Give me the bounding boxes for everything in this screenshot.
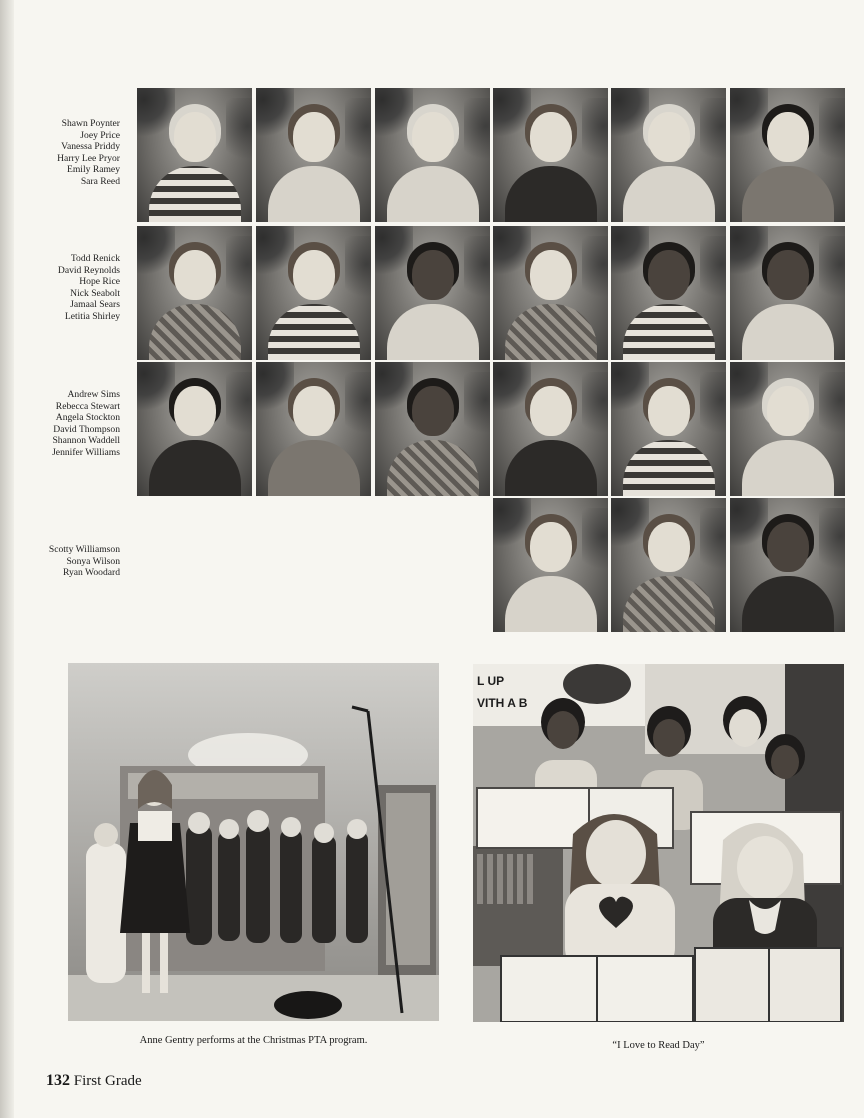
child-shirt	[268, 440, 360, 496]
student-name: Joey Price	[80, 129, 120, 141]
child-shirt	[623, 166, 715, 222]
student-name: Shawn Poynter	[61, 118, 120, 129]
name-list-row-4	[49, 544, 120, 579]
child-face	[293, 250, 335, 300]
student-portrait	[375, 362, 490, 496]
child-shirt	[742, 304, 834, 360]
child-shirt	[623, 440, 715, 496]
reading-day-photo	[473, 664, 844, 1022]
child-face	[648, 250, 690, 300]
stage-scene-illustration	[68, 663, 439, 1021]
backdrop-foliage	[700, 98, 726, 168]
child-face	[767, 250, 809, 300]
page-binding-edge	[0, 0, 14, 1118]
child-shirt	[268, 304, 360, 360]
student-portrait	[730, 498, 845, 632]
backdrop-foliage	[700, 236, 726, 306]
section-title: First Grade	[73, 1073, 142, 1089]
page-folio	[46, 1072, 142, 1090]
backdrop-foliage	[819, 508, 845, 578]
student-name: Angela Stockton	[55, 412, 120, 424]
child-face	[530, 250, 572, 300]
backdrop-foliage	[345, 98, 371, 168]
backdrop-foliage	[700, 508, 726, 578]
child-shirt	[742, 440, 834, 496]
backdrop-foliage	[819, 372, 845, 442]
child-shirt	[505, 440, 597, 496]
child-shirt	[505, 576, 597, 632]
student-name: Hope Rice	[79, 276, 120, 288]
child-face	[412, 112, 454, 162]
child-shirt	[623, 304, 715, 360]
student-portrait	[611, 498, 726, 632]
student-portrait	[730, 362, 845, 496]
student-name: David Thompson	[53, 423, 120, 435]
child-face	[767, 522, 809, 572]
student-name: Nick Seabolt	[70, 287, 120, 299]
student-name: Jennifer Williams	[52, 446, 120, 458]
child-shirt	[623, 576, 715, 632]
student-name: Sara Reed	[80, 175, 120, 187]
student-portrait	[611, 362, 726, 496]
child-face	[648, 522, 690, 572]
child-face	[174, 386, 216, 436]
reading-photo-caption: “I Love to Read Day”	[612, 1040, 705, 1051]
child-face	[648, 112, 690, 162]
backdrop-foliage	[700, 372, 726, 442]
child-face	[530, 112, 572, 162]
student-portrait	[611, 226, 726, 360]
child-face	[174, 112, 216, 162]
child-shirt	[505, 304, 597, 360]
backdrop-foliage	[819, 98, 845, 168]
child-face	[412, 250, 454, 300]
student-name: Emily Ramey	[66, 164, 120, 176]
student-name: Jamaal Sears	[70, 299, 120, 311]
reading-scene-illustration	[473, 664, 844, 1022]
student-portrait	[375, 226, 490, 360]
child-face	[174, 250, 216, 300]
student-portrait	[493, 88, 608, 222]
student-name: Rebecca Stewart	[55, 400, 120, 412]
student-name: Sonya Wilson	[66, 555, 120, 567]
student-name: Vanessa Priddy	[61, 141, 120, 153]
child-shirt	[387, 304, 479, 360]
student-name: Ryan Woodard	[62, 567, 120, 579]
child-shirt	[149, 440, 241, 496]
bulletin-banner-text: L UP VITH A B	[477, 674, 528, 710]
child-face	[767, 112, 809, 162]
child-shirt	[268, 166, 360, 222]
backdrop-foliage	[226, 236, 252, 306]
student-name: David Reynolds	[57, 264, 120, 276]
student-portrait	[137, 362, 252, 496]
student-portrait	[256, 362, 371, 496]
child-shirt	[387, 166, 479, 222]
backdrop-foliage	[226, 98, 252, 168]
backdrop-foliage	[464, 236, 490, 306]
child-face	[648, 386, 690, 436]
child-shirt	[505, 166, 597, 222]
student-name: Harry Lee Pryor	[57, 152, 120, 164]
student-portrait	[137, 88, 252, 222]
student-name: Scotty Williamson	[48, 544, 120, 555]
backdrop-foliage	[464, 372, 490, 442]
name-list-row-2	[58, 253, 120, 323]
student-portrait	[730, 88, 845, 222]
backdrop-foliage	[819, 236, 845, 306]
backdrop-foliage	[345, 236, 371, 306]
name-list-row-1	[57, 118, 120, 188]
backdrop-foliage	[464, 98, 490, 168]
student-portrait	[256, 88, 371, 222]
child-shirt	[149, 304, 241, 360]
student-portrait	[137, 226, 252, 360]
child-face	[293, 386, 335, 436]
student-portrait	[493, 362, 608, 496]
child-face	[767, 386, 809, 436]
student-portrait	[730, 226, 845, 360]
backdrop-foliage	[345, 372, 371, 442]
backdrop-foliage	[582, 236, 608, 306]
child-face	[530, 386, 572, 436]
stage-performance-photo	[68, 663, 439, 1021]
student-name: Letitia Shirley	[64, 310, 120, 322]
child-face	[293, 112, 335, 162]
student-name: Todd Renick	[70, 253, 120, 264]
backdrop-foliage	[226, 372, 252, 442]
name-list-row-3	[52, 389, 120, 459]
student-name: Shannon Waddell	[52, 435, 120, 447]
student-portrait	[375, 88, 490, 222]
backdrop-foliage	[582, 372, 608, 442]
student-portrait	[256, 226, 371, 360]
student-portrait	[493, 498, 608, 632]
backdrop-foliage	[582, 508, 608, 578]
student-name: Andrew Sims	[67, 389, 120, 400]
child-face	[412, 386, 454, 436]
page-number: 132	[46, 1072, 70, 1089]
student-portrait	[493, 226, 608, 360]
student-portrait	[611, 88, 726, 222]
backdrop-foliage	[582, 98, 608, 168]
child-face	[530, 522, 572, 572]
child-shirt	[387, 440, 479, 496]
child-shirt	[742, 166, 834, 222]
child-shirt	[149, 166, 241, 222]
stage-photo-caption: Anne Gentry performs at the Christmas PTA program.	[139, 1035, 368, 1046]
child-shirt	[742, 576, 834, 632]
